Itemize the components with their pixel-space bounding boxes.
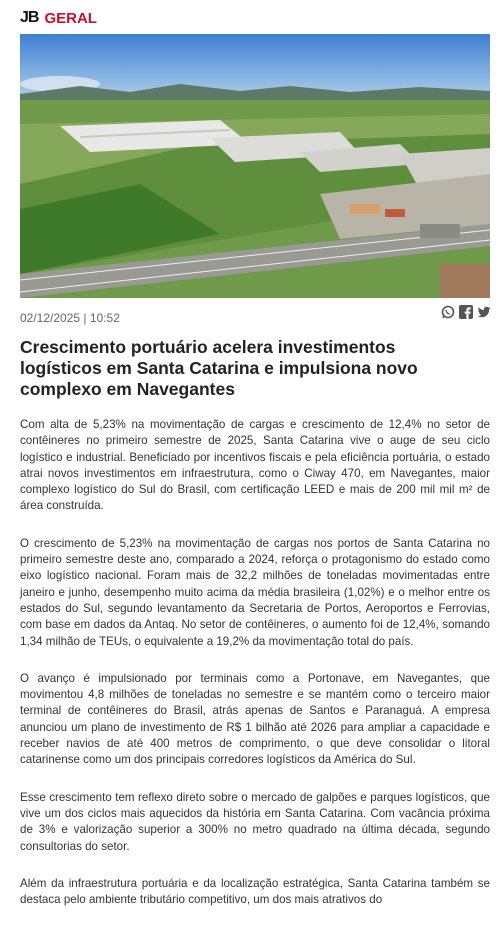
section-label[interactable]: GERAL bbox=[44, 9, 97, 27]
site-logo[interactable]: JB bbox=[20, 9, 39, 26]
article-photo bbox=[20, 34, 490, 298]
publish-date: 02/12/2025 bbox=[20, 311, 81, 325]
site-header bbox=[20, 8, 97, 28]
share-bar bbox=[441, 305, 491, 319]
facebook-icon[interactable] bbox=[459, 305, 473, 319]
paragraph: O crescimento de 5,23% na movimentação de cargas nos portos de Santa Catarina no primeiro semestre deste ano, comparado a 2024, reforça o protagonismo do estado como eixo logístico nacional. Foram mais de 32,2 milhões de toneladas movimentadas entre janeiro e junho, desempenho muito acima da média brasileira (1,02%) e o melhor entre os estados do Sul, segundo levantamento da Secretaria de Portos, Aeroportos e Ferrovias, com base em dados da Antaq. No setor de contêineres, o aumento foi de 12,4%, somando 1,34 milhão de TEUs, o equivalente a 19,2% da movimentação total do país. bbox=[20, 536, 490, 648]
whatsapp-icon[interactable] bbox=[441, 305, 455, 319]
article-title: Crescimento portuário acelera investimentos logísticos em Santa Catarina e impulsiona novo complexo em Navegantes bbox=[20, 337, 418, 399]
publish-time: 10:52 bbox=[89, 311, 120, 325]
paragraph: O avanço é impulsionado por terminais como a Portonave, em Navegantes, que movimentou 4,8 milhões de toneladas no semestre e se mantém como o terceiro maior terminal de contêineres do Brasil, atrás apenas de Santos e Paranaguá. A empresa anunciou um plano de investimento de R$ 1 bilhão até 2026 para ampliar a capacidade e receber navios de até 400 metros de comprimento, o que deve consolidar o litoral catarinense como um dos principais corredores logísticos da América do Sul. bbox=[20, 671, 490, 767]
twitter-icon[interactable] bbox=[477, 305, 491, 319]
article-meta bbox=[20, 311, 120, 325]
paragraph: Com alta de 5,23% na movimentação de cargas e crescimento de 12,4% no setor de contêineres no primeiro semestre de 2025, Santa Catarina vive o auge de seu ciclo logístico e industrial. Beneficiado por incentivos fiscais e pela eficiência portuária, o estado atrai novos investimentos em infraestrutura, como o Ciway 470, em Navegantes, maior complexo logístico do Sul do Brasil, com certificação LEED e mais de 200 mil mil m² de área construída. bbox=[20, 418, 490, 513]
paragraph: Esse crescimento tem reflexo direto sobre o mercado de galpões e parques logísticos, que vive um dos ciclos mais aquecidos da história em Santa Catarina. Com vacância próxima de 3% e valorização superior a 300% no metro quadrado na última década, segundo consultorias do setor. bbox=[20, 790, 490, 853]
paragraph: Além da infraestrutura portuária e da localização estratégica, Santa Catarina também se destaca pelo ambiente tributário competitivo, um dos mais atrativos do bbox=[20, 876, 490, 907]
meta-separator: | bbox=[83, 311, 87, 325]
article-body bbox=[20, 417, 490, 929]
